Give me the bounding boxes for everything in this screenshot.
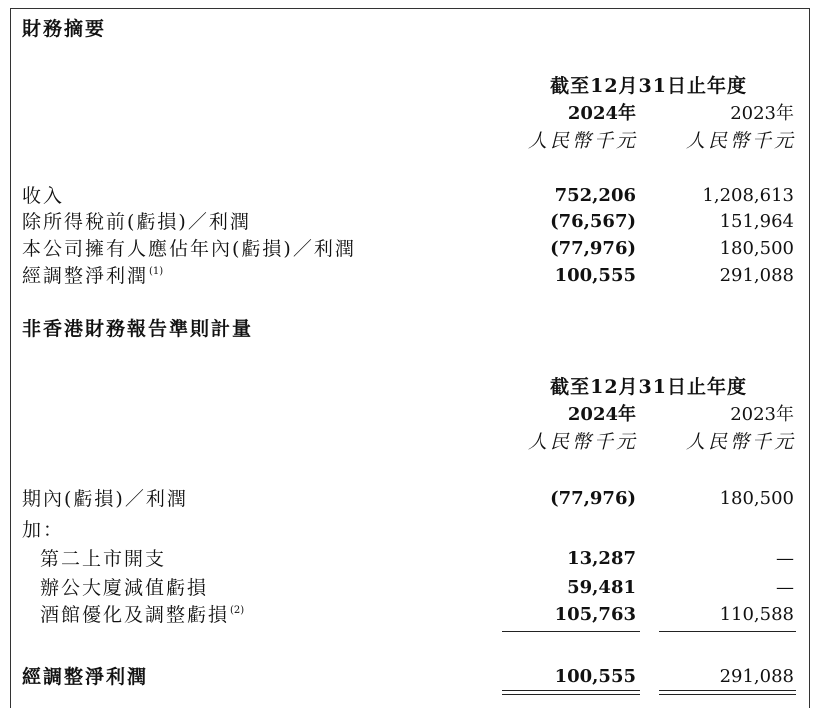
row-value-2023-period-loss: 180,500	[719, 488, 794, 509]
row-label-text: 酒館優化及調整虧損	[40, 604, 230, 626]
row-label-office-impairment: 辦公大廈減值虧損	[40, 577, 209, 599]
total-rule-2024-lower	[502, 694, 640, 695]
row-label-period-loss: 期內(虧損)／利潤	[22, 488, 188, 510]
unit-label-2023: 人民幣千元	[685, 130, 796, 152]
row-label-secondary-listing: 第二上市開支	[40, 548, 167, 570]
section-title-financial-summary: 財務摘要	[22, 18, 107, 40]
footnote-marker: (1)	[149, 266, 164, 277]
row-value-2024-revenue: 752,206	[554, 185, 636, 206]
row-label-adjusted-total: 經調整淨利潤	[22, 666, 149, 688]
row-value-2024-adjusted-net-profit: 100,555	[554, 265, 636, 286]
row-value-2024-tavern-optimization: 105,763	[554, 604, 636, 625]
subtotal-rule-2023	[659, 631, 796, 632]
row-value-2023-office-impairment: —	[776, 577, 794, 598]
row-value-2024-adjusted-total: 100,555	[554, 666, 636, 687]
column-header-2024: 2024年	[567, 103, 636, 124]
section-title-non-hkfrs: 非香港財務報告準則計量	[22, 318, 254, 340]
row-value-2023-revenue: 1,208,613	[702, 185, 794, 206]
row-value-2023-adjusted-total: 291,088	[719, 666, 794, 687]
add-label: 加：	[22, 519, 65, 541]
row-value-2024-loss-before-tax: (76,567)	[550, 211, 636, 232]
row-value-2024-period-loss: (77,976)	[550, 488, 636, 509]
row-value-2024-secondary-listing: 13,287	[567, 548, 636, 569]
row-value-2024-office-impairment: 59,481	[567, 577, 636, 598]
period-heading-2: 截至12月31日止年度	[550, 376, 747, 398]
total-rule-2024-upper	[502, 690, 640, 691]
unit-label-2023-2: 人民幣千元	[685, 431, 796, 453]
row-value-2024-owners-loss: (77,976)	[550, 238, 636, 259]
subtotal-rule-2024	[502, 631, 640, 632]
unit-label-2024: 人民幣千元	[527, 130, 638, 152]
row-value-2023-tavern-optimization: 110,588	[719, 604, 794, 625]
column-header-2023: 2023年	[730, 103, 794, 124]
column-header-2024-2: 2024年	[567, 404, 636, 425]
row-value-2023-owners-loss: 180,500	[719, 238, 794, 259]
row-value-2023-loss-before-tax: 151,964	[719, 211, 794, 232]
row-label-loss-before-tax: 除所得稅前(虧損)／利潤	[22, 211, 251, 233]
footnote-marker: (2)	[230, 605, 245, 616]
total-rule-2023-upper	[659, 690, 796, 691]
column-header-2023-2: 2023年	[730, 404, 794, 425]
period-heading: 截至12月31日止年度	[550, 75, 747, 97]
row-value-2023-secondary-listing: —	[776, 548, 794, 569]
row-value-2023-adjusted-net-profit: 291,088	[719, 265, 794, 286]
row-label-tavern-optimization	[40, 606, 244, 625]
row-label-owners-loss: 本公司擁有人應佔年內(虧損)／利潤	[22, 238, 356, 260]
row-label-adjusted-net-profit	[22, 267, 163, 286]
row-label-revenue: 收入	[22, 185, 65, 207]
row-label-text: 經調整淨利潤	[22, 265, 149, 287]
total-rule-2023-lower	[659, 694, 796, 695]
unit-label-2024-2: 人民幣千元	[527, 431, 638, 453]
